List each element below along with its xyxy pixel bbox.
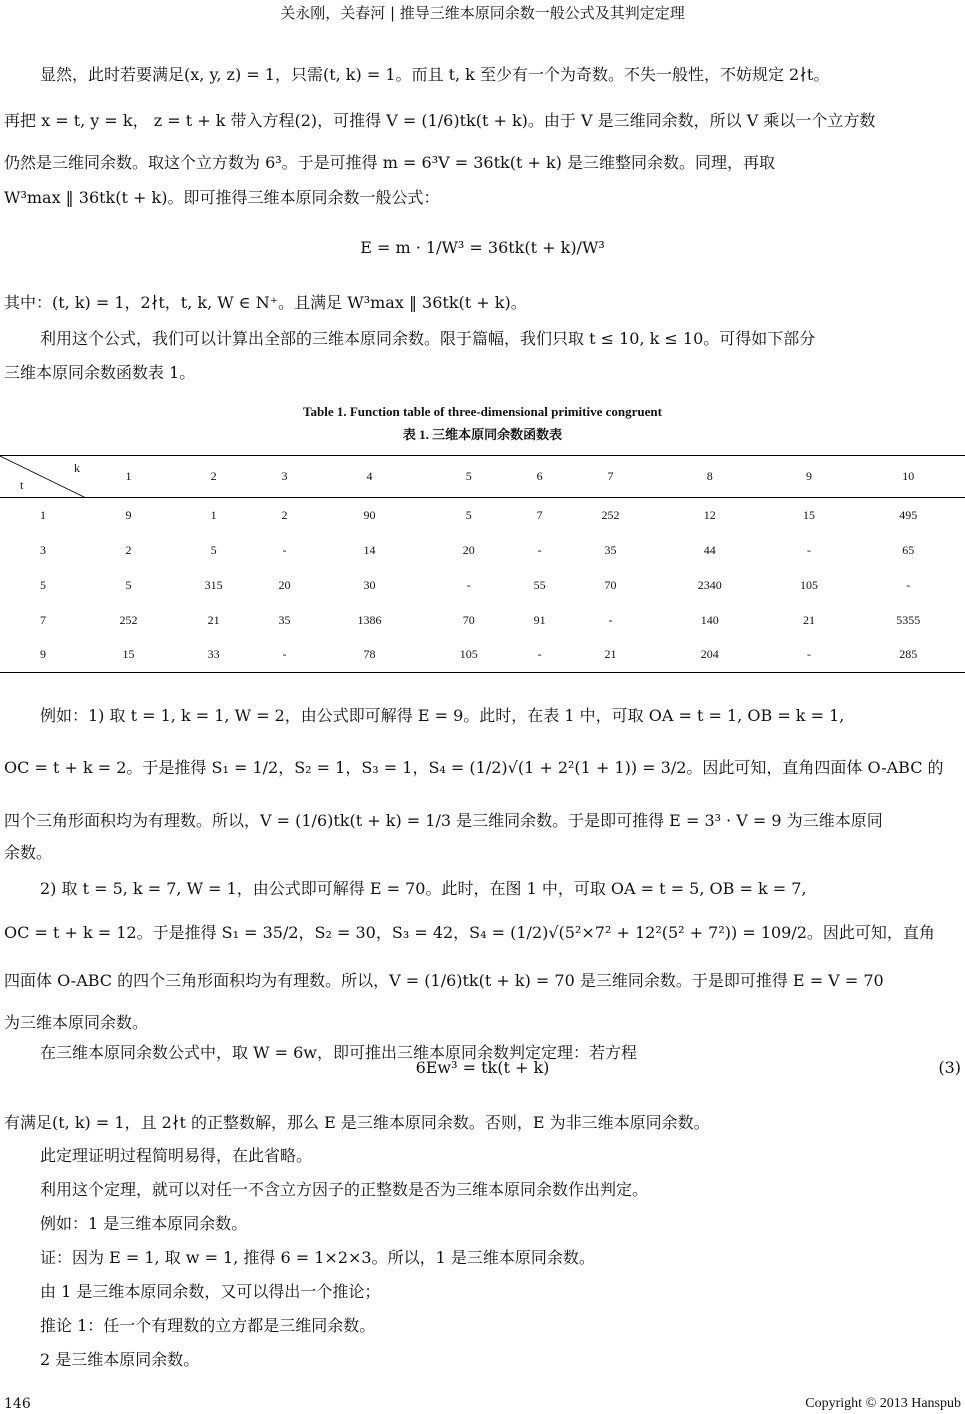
row-header-t: 7 <box>40 612 46 627</box>
text-line: OC = t + k = 2。于是推得 S₁ = 1/2，S₂ = 1，S₃ = 1，S₄ = (1/2)√(1 + 2²(1 + 1)) = 3/2。因此可知，直角四面体 O-ABC 的 <box>4 758 944 777</box>
table-cell: - <box>282 647 287 662</box>
table-cell: 91 <box>533 612 546 627</box>
corner-cell <box>0 456 86 498</box>
equation-number: (3) <box>938 1058 961 1077</box>
column-header: 5 <box>465 469 472 483</box>
table-cell: 9 <box>125 507 132 522</box>
table-cell: 78 <box>363 647 376 662</box>
text-line: 2) 取 t = 5, k = 7, W = 1，由公式即可解得 E = 70。此时，在图 1 中，可取 OA = t = 5, OB = k = 7, <box>40 879 807 898</box>
column-header: 10 <box>902 469 915 483</box>
table-cell: 14 <box>363 542 376 557</box>
column-header: 1 <box>125 469 132 483</box>
table-cell: 5 <box>125 577 132 592</box>
text-line: E = m · 1/W³ = 36tk(t + k)/W³ <box>360 238 605 257</box>
table-cell: 252 <box>601 507 620 522</box>
text-line: 推论 1：任一个有理数的立方都是三维同余数。 <box>40 1316 376 1335</box>
table-cell: 65 <box>902 542 915 557</box>
text-line: 余数。 <box>4 843 53 862</box>
text-line: 在三维本原同余数公式中，取 W = 6w，即可推出三维本原同余数判定定理：若方程 <box>40 1043 637 1062</box>
table-cell: 5 <box>465 507 472 522</box>
table-cell: 21 <box>207 612 220 627</box>
table-cell: 495 <box>899 507 918 522</box>
congruent-number-table <box>0 455 965 673</box>
table-cell: 2 <box>125 542 132 557</box>
table-cell: - <box>906 577 911 592</box>
table-cell: 1386 <box>357 612 382 627</box>
table-header-row <box>0 456 965 498</box>
table-row <box>0 568 965 603</box>
table-cell: 70 <box>462 612 475 627</box>
copyright: Copyright © 2013 Hanspub <box>805 1396 961 1411</box>
table-cell: 15 <box>803 507 815 522</box>
table-cell: - <box>282 542 287 557</box>
column-header: 7 <box>607 469 614 483</box>
corner-t: t <box>20 478 24 492</box>
table-cell: 35 <box>278 612 291 627</box>
text-line: 为三维本原同余数。 <box>4 1013 149 1032</box>
table-cell: 140 <box>700 612 719 627</box>
table-cell: 252 <box>119 612 138 627</box>
column-header: 2 <box>210 469 217 483</box>
text-line: 例如：1) 取 t = 1, k = 1, W = 2，由公式即可解得 E = 9。此时，在表 1 中，可取 OA = t = 1, OB = k = 1, <box>40 706 845 725</box>
column-header: 4 <box>366 469 373 483</box>
text-line: 有满足(t, k) = 1，且 2∤t 的正整数解，那么 E 是三维本原同余数。否则，E 为非三维本原同余数。 <box>4 1113 710 1132</box>
running-header: 关永刚，关春河 | 推导三维本原同余数一般公式及其判定定理 <box>280 4 685 22</box>
corner-k: k <box>74 461 80 475</box>
text-line: 2 是三维本原同余数。 <box>40 1350 200 1369</box>
table-cell: 285 <box>899 647 918 662</box>
table-caption-en: Table 1. Function table of three-dimensional primitive congruent <box>303 404 662 419</box>
table-cell: 5355 <box>896 612 921 627</box>
table-cell: 315 <box>204 577 223 592</box>
table-cell: - <box>466 577 471 592</box>
table-cell: - <box>807 542 811 557</box>
text-line: 例如：1 是三维本原同余数。 <box>40 1214 248 1233</box>
table-cell: 21 <box>604 647 617 662</box>
column-header: 9 <box>806 469 812 483</box>
table-cell: 5 <box>210 542 217 557</box>
table-row <box>0 533 965 568</box>
text-line: OC = t + k = 12。于是推得 S₁ = 35/2，S₂ = 30，S₃ = 42，S₄ = (1/2)√(5²×7² + 12²(5² + 7²)) = 109/2。因此可知，直角 <box>4 923 935 942</box>
text-line: 利用这个公式，我们可以计算出全部的三维本原同余数。限于篇幅，我们只取 t ≤ 10, k ≤ 10。可得如下部分 <box>40 329 816 348</box>
table-cell: 7 <box>536 507 543 522</box>
text-line: 利用这个定理，就可以对任一不含立方因子的正整数是否为三维本原同余数作出判定。 <box>40 1180 649 1199</box>
row-header-t: 9 <box>40 647 46 662</box>
table-cell: 15 <box>122 647 135 662</box>
table-cell: 1 <box>210 507 217 522</box>
table-cell: 105 <box>800 577 818 592</box>
row-header-t: 3 <box>40 542 46 557</box>
table-cell: 30 <box>363 577 376 592</box>
table-cell: 20 <box>278 577 291 592</box>
table-row <box>0 603 965 638</box>
text-line: 三维本原同余数函数表 1。 <box>4 363 196 382</box>
table-cell: - <box>537 542 542 557</box>
text-line: 由 1 是三维本原同余数，又可以得出一个推论； <box>40 1282 381 1301</box>
text-line: W³max ‖ 36tk(t + k)。即可推得三维本原同余数一般公式： <box>4 188 440 207</box>
text-line: 显然，此时若要满足(x, y, z) = 1，只需(t, k) = 1。而且 t, k 至少有一个为奇数。不失一般性，不妨规定 2∤t。 <box>40 65 830 84</box>
text-line: 其中：(t, k) = 1，2∤t，t, k, W ∈ N⁺。且满足 W³max ‖ 36tk(t + k)。 <box>4 293 527 312</box>
page-number: 146 <box>4 1396 31 1412</box>
table-cell: 55 <box>533 577 546 592</box>
table-cell: 21 <box>803 612 815 627</box>
table-row <box>0 498 965 533</box>
table-cell: 12 <box>703 507 716 522</box>
column-header: 6 <box>536 469 543 483</box>
row-header-t: 1 <box>40 507 46 522</box>
table-cell: - <box>807 647 811 662</box>
text-line: 四个三角形面积均为有理数。所以，V = (1/6)tk(t + k) = 1/3 是三维同余数。于是即可推得 E = 3³ · V = 9 为三维本原同 <box>4 811 883 830</box>
table-cell: 90 <box>363 507 376 522</box>
table-cell: 20 <box>462 542 475 557</box>
text-line: 仍然是三维同余数。取这个立方数为 6³。于是可推得 m = 6³V = 36tk(t + k) 是三维整同余数。同理，再取 <box>4 153 776 172</box>
table-cell: 33 <box>207 647 220 662</box>
table-cell: 70 <box>604 577 617 592</box>
text-line: 再把 x = t, y = k， z = t + k 带入方程(2)，可推得 V = (1/6)tk(t + k)。由于 V 是三维同余数，所以 V 乘以一个立方数 <box>4 111 876 130</box>
table-cell: - <box>608 612 613 627</box>
table-cell: 44 <box>703 542 716 557</box>
text-line: 6Ew³ = tk(t + k) <box>415 1058 550 1077</box>
table-cell: - <box>537 647 542 662</box>
table-cell: 35 <box>604 542 617 557</box>
column-header: 3 <box>281 469 288 483</box>
table-row <box>0 638 965 673</box>
text-line: 四面体 O-ABC 的四个三角形面积均为有理数。所以，V = (1/6)tk(t + k) = 70 是三维同余数。于是即可推得 E = V = 70 <box>4 971 884 990</box>
row-header-t: 5 <box>40 577 46 592</box>
text-line: 此定理证明过程简明易得，在此省略。 <box>40 1146 313 1165</box>
column-header: 8 <box>706 469 713 483</box>
table-cell: 2 <box>281 507 288 522</box>
table-cell: 204 <box>700 647 719 662</box>
text-line: 证：因为 E = 1, 取 w = 1, 推得 6 = 1×2×3。所以，1 是三维本原同余数。 <box>40 1248 595 1267</box>
table-cell: 2340 <box>697 577 722 592</box>
table-cell: 105 <box>459 647 478 662</box>
table-caption-zh: 表 1. 三维本原同余数函数表 <box>402 427 563 442</box>
